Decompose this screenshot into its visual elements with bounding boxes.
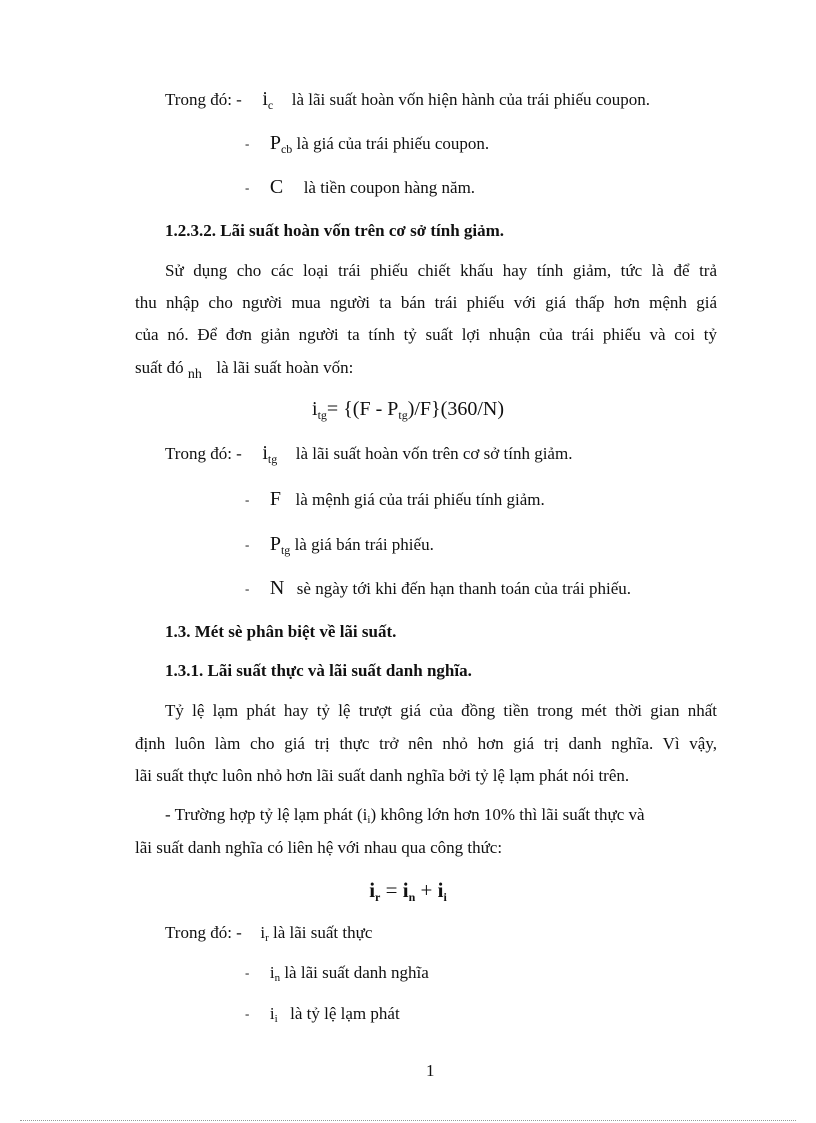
page-boundary-divider bbox=[20, 1120, 796, 1121]
paragraph-line: Tỷ lệ lạm phát hay tỷ lệ trượt giá của đồng tiền trong mét thời gian nhất bbox=[165, 701, 717, 720]
text-fragment: nh bbox=[187, 367, 202, 382]
where-line-ic bbox=[165, 88, 650, 116]
subscript: i bbox=[443, 890, 447, 904]
where-line-itg bbox=[165, 442, 572, 470]
bullet-dash: - bbox=[245, 136, 250, 151]
symbol-i: i bbox=[260, 923, 266, 942]
paragraph-line: Sử dụng cho các loại trái phiếu chiết khấu hay tính giảm, tức là để trả bbox=[165, 261, 717, 280]
where-label: Trong đó: - bbox=[165, 923, 242, 942]
formula-symbol: i bbox=[402, 878, 409, 902]
subscript: tg bbox=[267, 452, 278, 466]
formula-operator: + bbox=[415, 878, 438, 902]
list-item-in bbox=[245, 962, 429, 989]
formula-real-rate bbox=[0, 876, 816, 911]
definition-text: là tỷ lệ lạm phát bbox=[290, 1004, 400, 1023]
formula-text: = {(F - P bbox=[326, 398, 399, 420]
subscript: c bbox=[267, 98, 274, 112]
formula-operator: = bbox=[380, 878, 403, 902]
list-item-c bbox=[245, 176, 475, 200]
where-line-ir bbox=[165, 922, 372, 949]
definition-text: là tiền coupon hàng năm. bbox=[303, 178, 476, 197]
paragraph-line bbox=[135, 357, 353, 386]
bullet-dash: - bbox=[245, 537, 250, 552]
text-fragment: ) không lớn hơn 10% thì lãi suất thực và bbox=[370, 805, 645, 824]
list-item-ptg bbox=[245, 533, 434, 561]
bullet-dash: - bbox=[245, 1006, 250, 1021]
symbol-i: i bbox=[262, 442, 268, 464]
definition-text: là lãi suất hoàn vốn hiện hành của trái phiếu coupon. bbox=[291, 90, 651, 109]
subscript: tg bbox=[280, 543, 291, 557]
where-label: Trong đó: - bbox=[165, 90, 242, 109]
symbol-p: P bbox=[269, 132, 281, 154]
bullet-dash: - bbox=[245, 180, 250, 195]
bullet-dash: - bbox=[245, 581, 250, 596]
list-item-pcb bbox=[245, 132, 489, 160]
formula-symbol: i bbox=[369, 878, 376, 902]
subscript: i bbox=[274, 1013, 278, 1025]
definition-text: là mệnh giá của trái phiếu tính giảm. bbox=[295, 490, 545, 509]
formula-symbol: i bbox=[312, 398, 318, 420]
subscript: i bbox=[367, 814, 371, 826]
definition-text: sè ngày tới khi đến hạn thanh toán của trái phiếu. bbox=[296, 579, 632, 598]
text-fragment: suất đó bbox=[135, 358, 184, 377]
symbol-p: P bbox=[269, 533, 281, 555]
symbol-i: i bbox=[269, 1004, 275, 1023]
subscript: n bbox=[274, 972, 281, 984]
page-number: 1 bbox=[426, 1061, 435, 1080]
paragraph-line: lãi suất danh nghĩa có liên hệ với nhau qua công thức: bbox=[135, 838, 503, 857]
formula-text: )/F}(360/N) bbox=[407, 398, 504, 420]
subscript: tg bbox=[317, 408, 327, 422]
text-fragment: - Trường hợp tỷ lệ lạm phát (i bbox=[165, 805, 368, 824]
definition-text: là giá bán trái phiếu. bbox=[294, 535, 434, 554]
symbol-i: i bbox=[269, 963, 275, 982]
formula-discount-yield bbox=[0, 396, 816, 428]
subscript: r bbox=[375, 890, 381, 904]
bullet-dash: - bbox=[245, 492, 250, 507]
definition-text: là lãi suất thực bbox=[273, 923, 373, 942]
text-fragment: là lãi suất hoàn vốn: bbox=[216, 358, 354, 377]
section-heading-13: 1.3. Mét sè phân biệt về lãi suất. bbox=[165, 622, 397, 641]
where-label: Trong đó: - bbox=[165, 444, 242, 463]
formula-symbol: i bbox=[437, 878, 444, 902]
list-item-n bbox=[245, 577, 631, 601]
symbol-i: i bbox=[262, 88, 268, 110]
paragraph-line: lãi suất thực luôn nhỏ hơn lãi suất danh nghĩa bởi tỷ lệ lạm phát nói trên. bbox=[135, 766, 630, 785]
symbol-f: F bbox=[269, 488, 281, 510]
definition-text: là giá của trái phiếu coupon. bbox=[296, 134, 490, 153]
list-item-f bbox=[245, 488, 545, 512]
bullet-dash: - bbox=[245, 965, 250, 980]
symbol-n: N bbox=[269, 577, 285, 599]
paragraph-line: của nó. Để đơn giản người ta tính tỷ suất lợi nhuận của trái phiếu và coi tỷ bbox=[135, 325, 717, 344]
subscript: r bbox=[265, 932, 269, 944]
definition-text: là lãi suất hoàn vốn trên cơ sở tính giảm. bbox=[295, 444, 573, 463]
section-heading-1232: 1.2.3.2. Lãi suất hoàn vốn trên cơ sở tính giảm. bbox=[165, 221, 505, 240]
subscript: tg bbox=[398, 408, 408, 422]
symbol-c: C bbox=[269, 176, 284, 198]
paragraph-line: định luôn làm cho giá trị thực trở nên nhỏ hơn giá trị danh nghĩa. Vì vậy, bbox=[135, 734, 717, 753]
paragraph-line: thu nhập cho người mua người ta bán trái phiếu với giá thấp hơn mệnh giá bbox=[135, 293, 717, 312]
list-item-ii bbox=[245, 1003, 400, 1030]
subscript: cb bbox=[280, 142, 293, 156]
paragraph-line bbox=[165, 804, 717, 831]
definition-text: là lãi suất danh nghĩa bbox=[284, 963, 429, 982]
section-heading-131: 1.3.1. Lãi suất thực và lãi suất danh nghĩa. bbox=[165, 661, 472, 680]
subscript: n bbox=[408, 890, 416, 904]
